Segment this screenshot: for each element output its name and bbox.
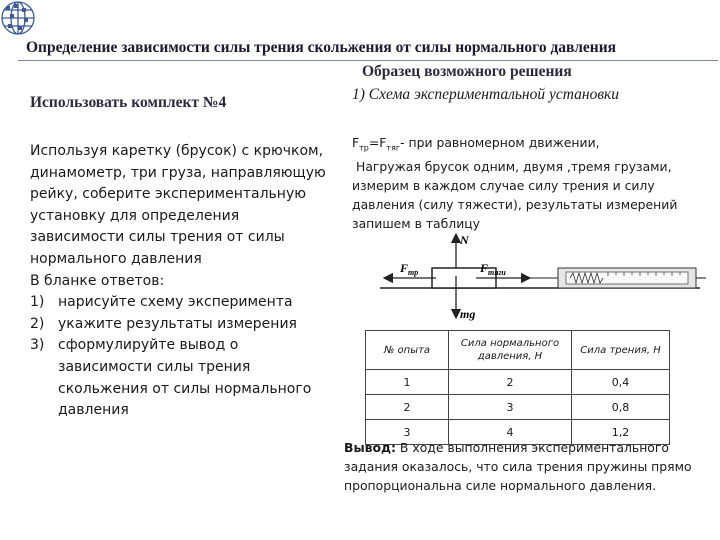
table-cell: 0,8 [572, 395, 670, 420]
steps-list [30, 292, 330, 422]
task-instructions [30, 141, 330, 422]
formula-sub-tr: тр [359, 143, 369, 153]
globe-grid-icon [0, 0, 44, 44]
table-header-row [366, 331, 670, 370]
table-row [366, 395, 670, 420]
col-experiment-number: № опыта [366, 331, 449, 370]
step-text: сформулируйте вывод о зависимости силы трения скольжения от силы нормального давления [58, 337, 312, 419]
list-item [30, 314, 330, 336]
formula-f1: F [352, 135, 360, 150]
table-cell: 0,4 [572, 370, 670, 395]
conclusion-text: В ходе выполнения экспериментального задания оказалось, что сила трения пружины прямо пропорциональна силе нормального давления. [344, 440, 692, 493]
dynamometer [558, 268, 706, 288]
description-line: Нагружая брусок одним, двумя ,тремя грузами, [356, 159, 672, 175]
table-cell: 1,2 [572, 420, 670, 445]
description-line: запишем в таблицу [352, 216, 481, 232]
title-divider [18, 60, 718, 61]
label-n: N [460, 233, 469, 247]
label-mg: mg [460, 307, 476, 321]
table-cell: 2 [449, 370, 572, 395]
scheme-label: 1) Схема экспериментальной установки [352, 86, 620, 103]
description-line: измерим в каждом случае силу трения и силу [352, 178, 655, 194]
step-number: 2) [30, 315, 45, 332]
conclusion-label: Вывод: [344, 440, 396, 455]
solution-description [352, 133, 692, 233]
experiment-diagram [380, 228, 710, 328]
task-intro: Используя каретку (брусок) с крючком, динамометр, три груза, направляющую рейку, соберите экспериментальную установку для определения зависимости силы трения от силы нормального давления [30, 143, 326, 267]
list-item [30, 292, 330, 314]
table-cell: 3 [449, 395, 572, 420]
step-text: укажите результаты измерения [58, 315, 297, 332]
answers-heading: В бланке ответов: [30, 272, 165, 289]
formula-eq: =F [368, 135, 387, 150]
col-friction-force: Сила трения, Н [572, 331, 670, 370]
results-table [365, 330, 670, 445]
kit-label: Использовать комплект №4 [30, 94, 227, 111]
formula-sub-tyag: тяг [386, 143, 401, 153]
table-cell: 1 [366, 370, 449, 395]
conclusion [344, 438, 704, 495]
list-item [30, 335, 330, 421]
step-text: нарисуйте схему эксперимента [58, 294, 293, 311]
table-cell: 4 [449, 420, 572, 445]
formula-rest: - при равномерном движении, [400, 135, 600, 150]
table-row [366, 370, 670, 395]
label-ftr: $F_{тр}$ [400, 261, 419, 277]
step-number: 3) [30, 337, 45, 354]
description-line: давления (силу тяжести), результаты измерений [352, 197, 678, 213]
sample-solution-heading: Образец возможного решения [362, 63, 572, 80]
formula-line [352, 133, 692, 157]
step-number: 1) [30, 294, 45, 311]
table-cell: 2 [366, 395, 449, 420]
table-cell: 3 [366, 420, 449, 445]
col-normal-force: Сила нормального давления, Н [449, 331, 572, 370]
label-ftyag: $F_{тяги}$ [480, 261, 506, 277]
page-title: Определение зависимости силы трения скольжения от силы нормального давления [26, 39, 617, 56]
